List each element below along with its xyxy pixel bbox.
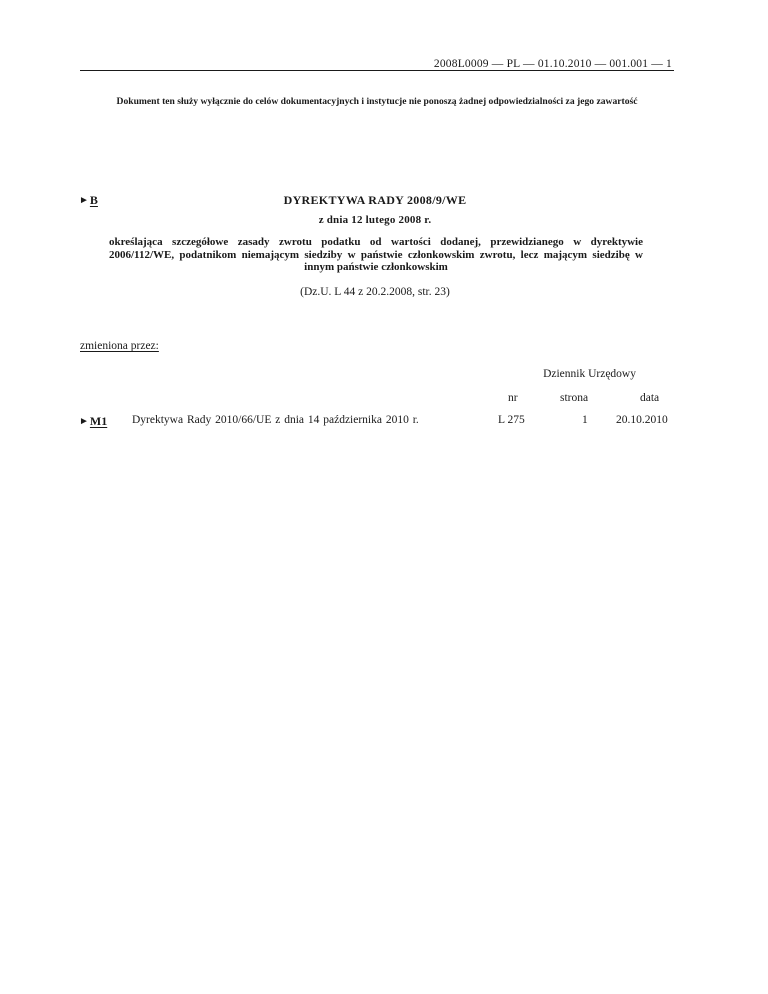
amendment-title: Dyrektywa Rady 2010/66/UE z dnia 14 października 2010 r.	[132, 414, 419, 426]
amended-by-label: zmieniona przez:	[80, 340, 159, 352]
journal-heading: Dziennik Urzędowy	[543, 368, 636, 380]
column-header-data: data	[640, 392, 660, 404]
marker-code: B	[89, 193, 98, 207]
marker-m1[interactable]	[79, 414, 107, 429]
document-source: (Dz.U. L 44 z 20.2.2008, str. 23)	[300, 286, 450, 298]
marker-code: M1	[89, 414, 108, 428]
disclaimer: Dokument ten służy wyłącznie do celów dokumentacyjnych i instytucje nie ponoszą żadnej odpowiedzialności za jego zawartość	[116, 96, 638, 107]
amendment-data: 20.10.2010	[616, 414, 668, 426]
right-triangle-icon: ►	[79, 195, 89, 206]
document-reference: 2008L0009 — PL — 01.10.2010 — 001.001 — 1	[433, 58, 672, 70]
document-date: z dnia 12 lutego 2008 r.	[318, 214, 432, 226]
document-subject: określająca szczegółowe zasady zwrotu podatku od wartości dodanej, przewidzianego w dyrektywie 2006/112/WE, podatnikom niemającym siedziby w państwie członkowskim zwrotu, lecz mającym siedzibę w innym państwie członkowskim	[109, 236, 643, 273]
amendment-nr: L 275	[498, 414, 525, 426]
column-header-nr: nr	[508, 392, 518, 404]
right-triangle-icon: ►	[79, 416, 89, 427]
document-title: DYREKTYWA RADY 2008/9/WE	[283, 193, 467, 207]
header-rule	[80, 70, 674, 71]
amendment-strona: 1	[582, 414, 588, 426]
column-header-strona: strona	[560, 392, 589, 404]
